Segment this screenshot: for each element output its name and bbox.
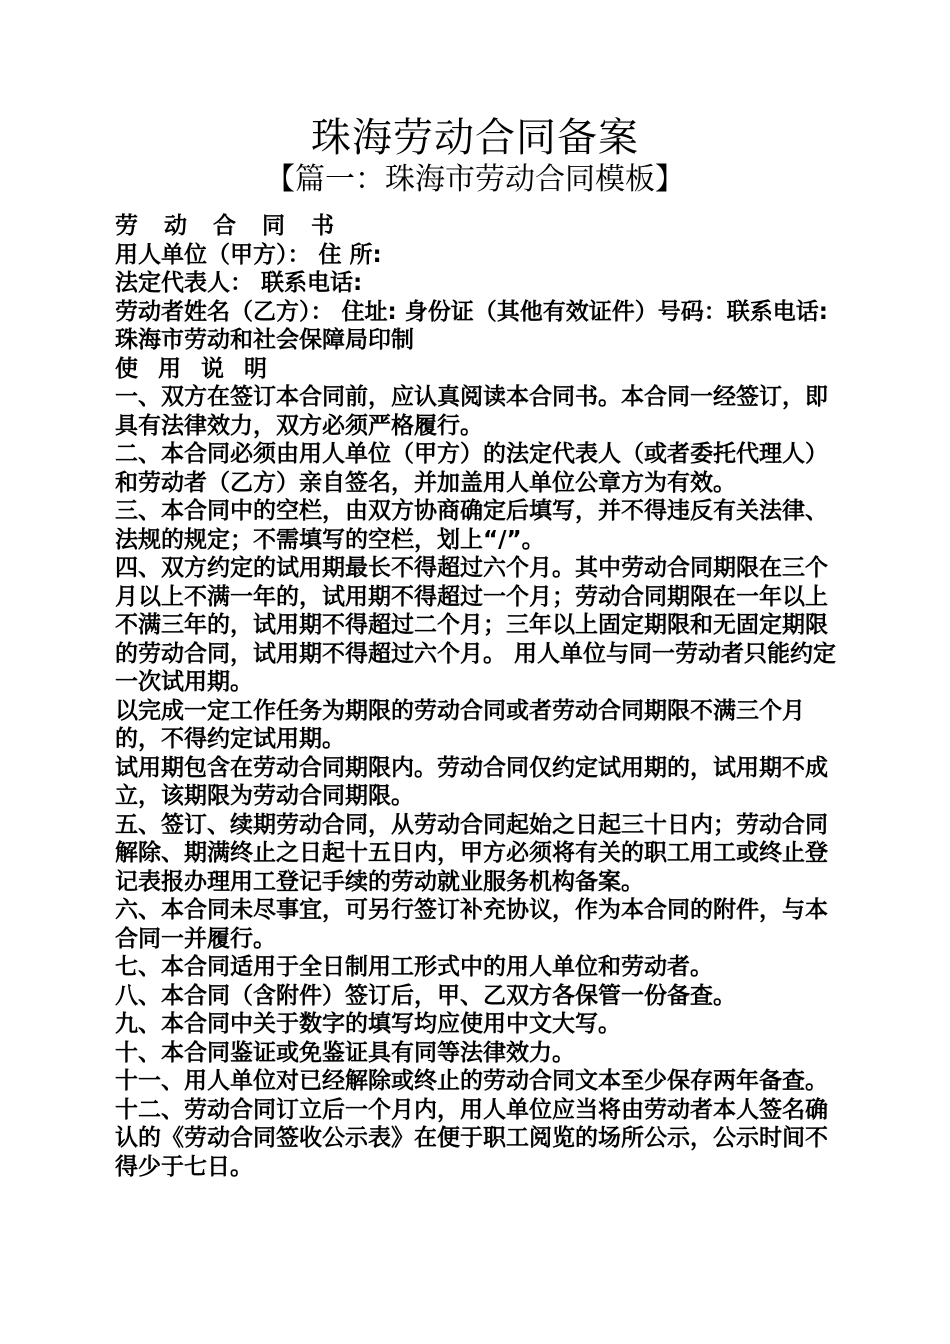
- instruction-item: 八、本合同（含附件）签订后，甲、乙双方各保管一份备查。: [115, 982, 736, 1009]
- employee-line: 劳动者姓名（乙方）： 住址: 身份证（其他有效证件）号码：联系电话:: [115, 298, 828, 325]
- employer-line: 用人单位（甲方）： 住 所:: [115, 241, 382, 268]
- instruction-item: 十一、用人单位对已经解除或终止的劳动合同文本至少保存两年备查。: [115, 1068, 828, 1094]
- instruction-item: 五、签订、续期劳动合同，从劳动合同起始之日起三十日内；劳动合同解除、期满终止之日起十五日内，甲方必须将有关的职工用工或终止登记表报办理用工登记手续的劳动就业服务机构备案。: [115, 811, 828, 895]
- instruction-item: 二、本合同必须由用人单位（甲方）的法定代表人（或者委托代理人）和劳动者（乙方）亲自签名，并加盖用人单位公章方为有效。: [115, 441, 828, 496]
- legal-rep-line: 法定代表人： 联系电话:: [115, 270, 363, 296]
- instruction-item: 十二、劳动合同订立后一个月内，用人单位应当将由劳动者本人签名确认的《劳动合同签收公示表》在便于职工阅览的场所公示，公示时间不得少于七日。: [115, 1096, 828, 1180]
- instruction-item: 九、本合同中关于数字的填写均应使用中文大写。: [115, 1011, 621, 1037]
- document-title: 珠海劳动合同备案: [311, 115, 639, 161]
- contract-heading: 劳 动 合 同 书: [115, 213, 344, 239]
- document-body: [115, 212, 837, 1181]
- instruction-item: 一、双方在签订本合同前，应认真阅读本合同书。本合同一经签订，即具有法律效力，双方必须严格履行。: [115, 384, 828, 439]
- instruction-item: 三、本合同中的空栏，由双方协商确定后填写，并不得违反有关法律、法规的规定；不需填写的空栏，划上“/”。: [115, 498, 828, 553]
- document-subtitle: 【篇一：珠海市劳动合同模板】: [265, 162, 685, 197]
- issuer-line: 珠海市劳动和社会保障局印制: [115, 327, 414, 353]
- instructions-heading: 使 用 说 明: [115, 355, 274, 382]
- instruction-item: 以完成一定工作任务为期限的劳动合同或者劳动合同期限不满三个月的，不得约定试用期。: [115, 697, 805, 752]
- instruction-item: 十、本合同鉴证或免鉴证具有同等法律效力。: [115, 1039, 575, 1066]
- instruction-item: 七、本合同适用于全日制用工形式中的用人单位和劳动者。: [115, 954, 713, 980]
- instruction-item: 试用期包含在劳动合同期限内。劳动合同仅约定试用期的，试用期不成立，该期限为劳动合同期限。: [115, 754, 828, 809]
- instruction-item: 四、双方约定的试用期最长不得超过六个月。其中劳动合同期限在三个月以上不满一年的，试用期不得超过一个月；劳动合同期限在一年以上不满三年的，试用期不得超过二个月；三年以上固定期限和无固定期限的劳动合同，试用期不得超过六个月。 用人单位与同一劳动者只能约定一次试用期。: [115, 555, 837, 695]
- instruction-item: 六、本合同未尽事宜，可另行签订补充协议，作为本合同的附件，与本合同一并履行。: [115, 897, 828, 952]
